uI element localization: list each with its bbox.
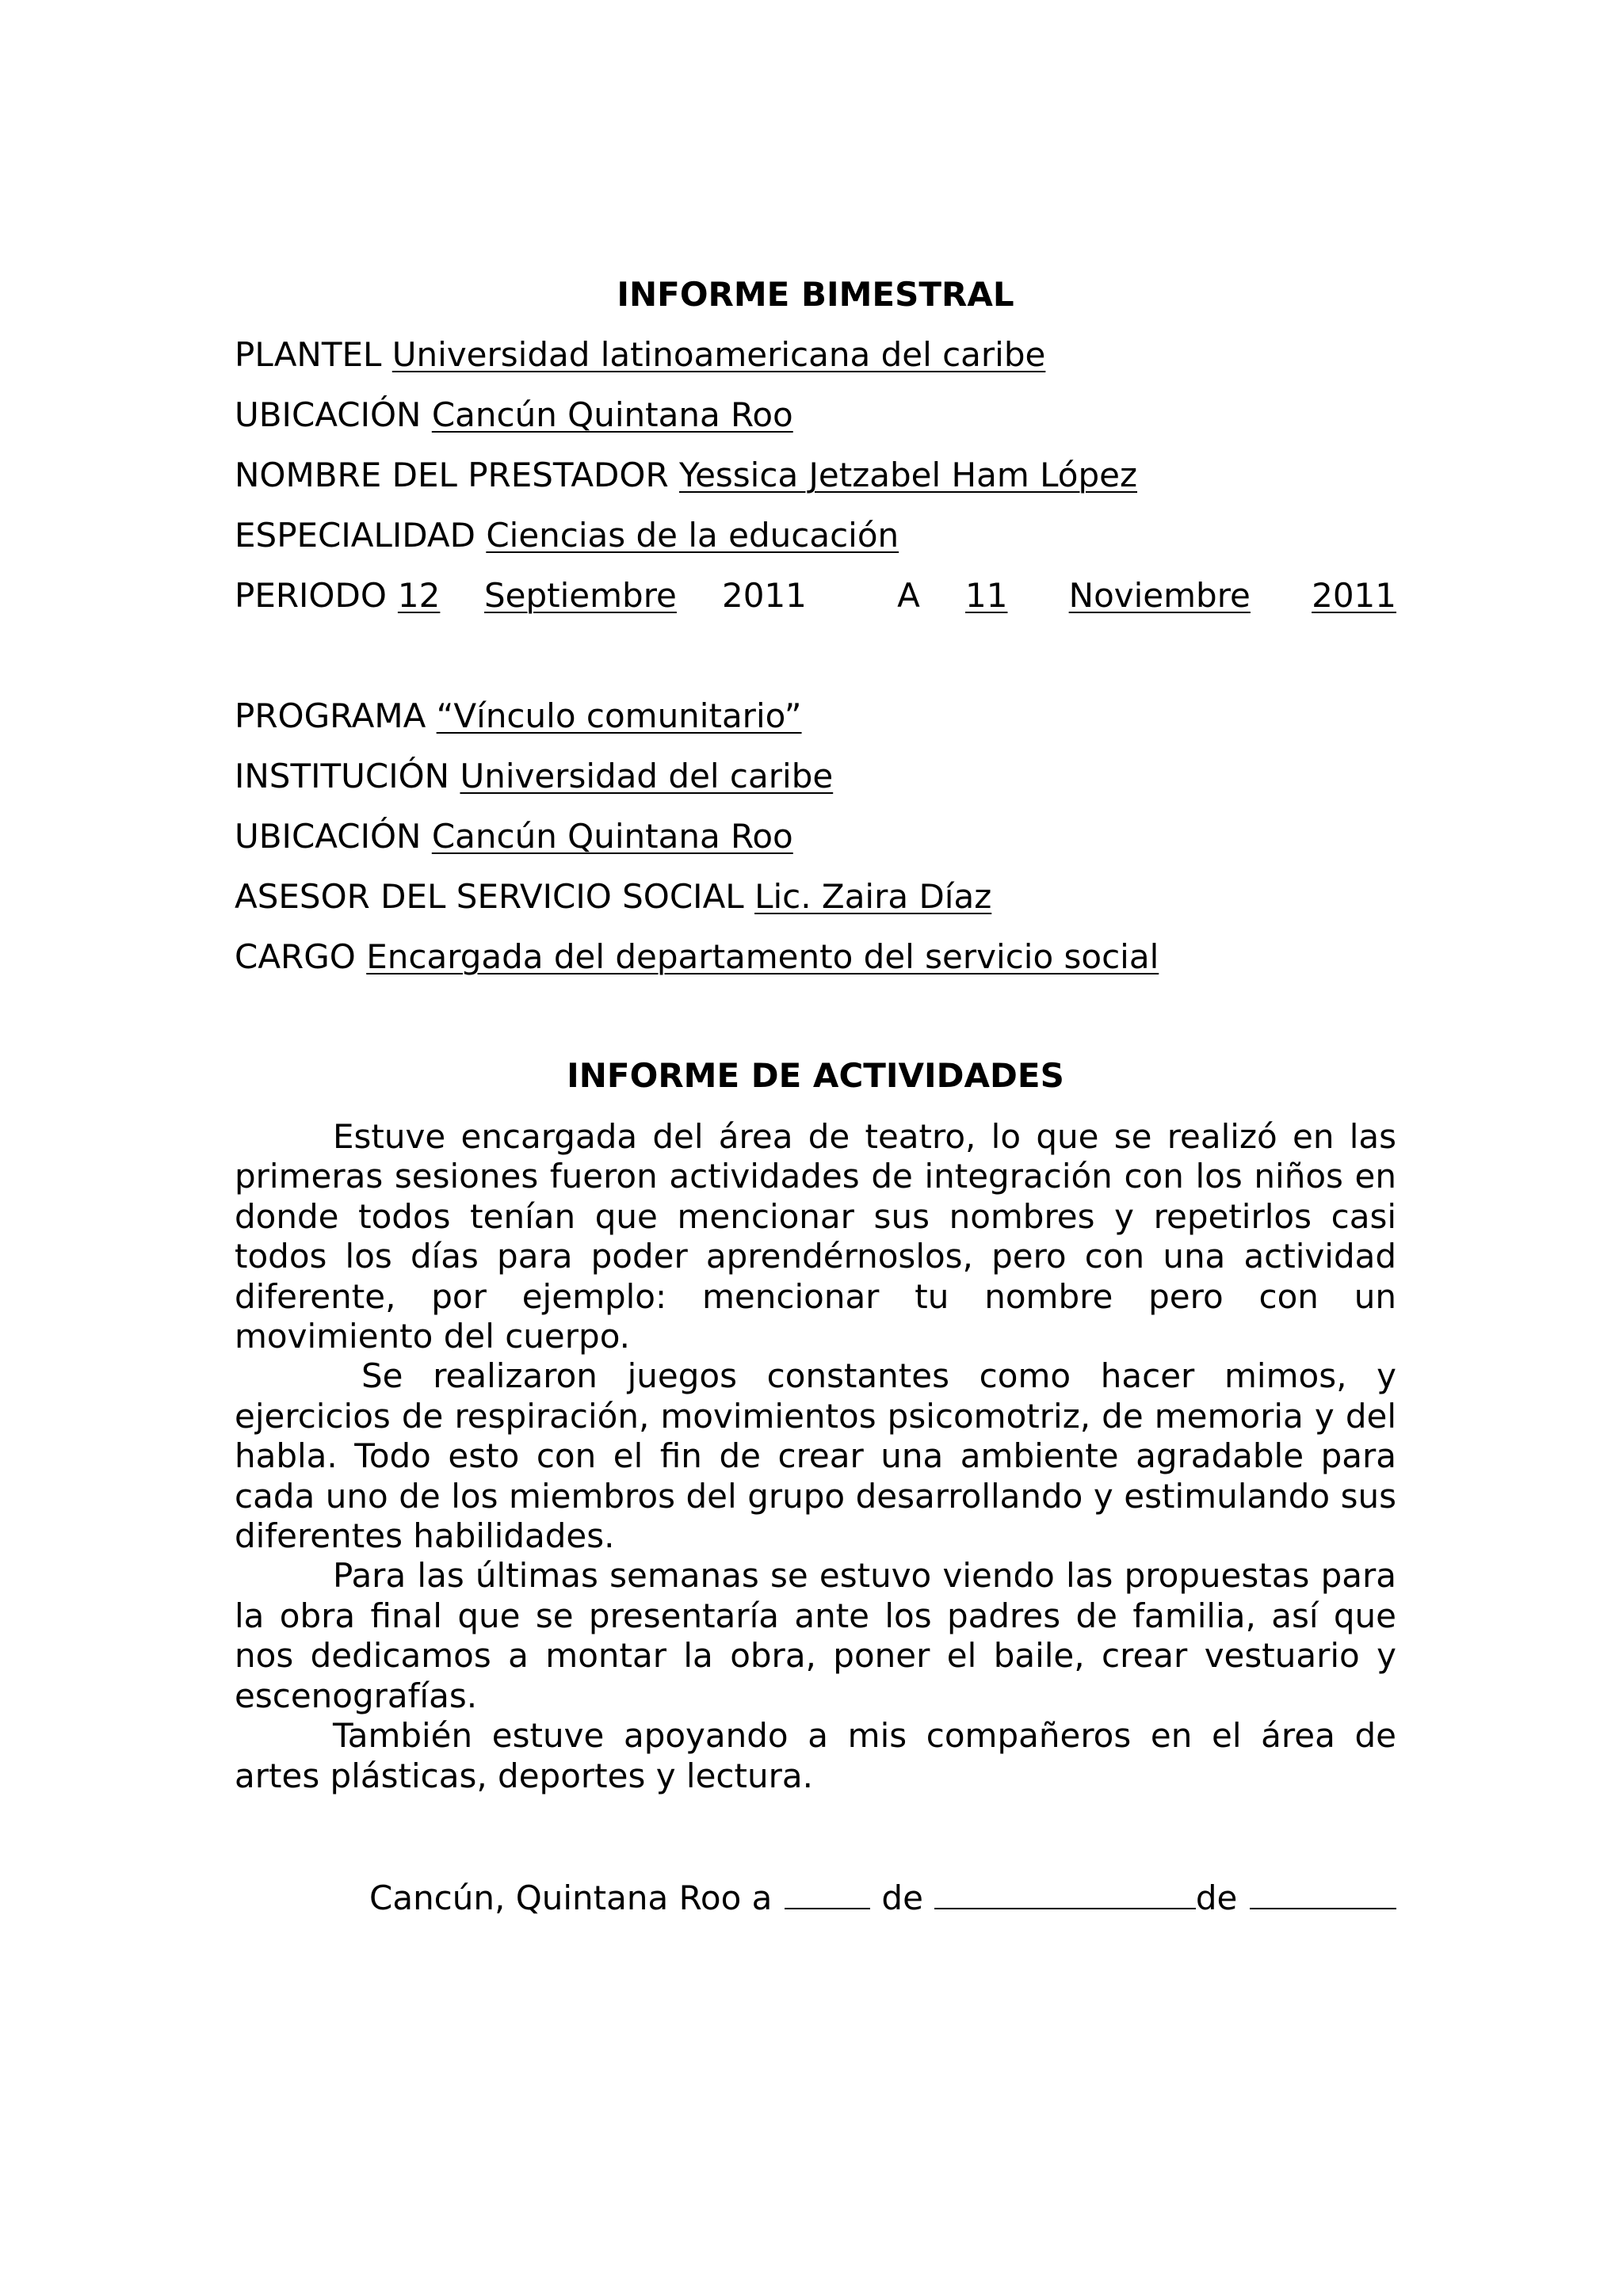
field-value: Ciencias de la educación bbox=[486, 516, 899, 555]
activities-paragraph: Estuve encargada del área de teatro, lo que se realizó en las primeras sesiones fueron actividades de integración con los niños en donde todos tenían que mencionar sus nombres y repetirlos casi todos los días para poder aprendérnoslos, pero con una actividad diferente, por ejemplo: mencionar tu nombre pero con un movimiento del cuerpo. bbox=[235, 1117, 1396, 1356]
field-ubicacion bbox=[235, 395, 793, 435]
activities-title: INFORME DE ACTIVIDADES bbox=[567, 1056, 1064, 1095]
field-programa bbox=[235, 696, 802, 736]
blank-year bbox=[1250, 1878, 1396, 1909]
periodo-start-day: 12 bbox=[397, 576, 441, 615]
periodo-end-year: 2011 bbox=[1312, 576, 1396, 615]
field-label: ESPECIALIDAD bbox=[235, 516, 475, 555]
activities-paragraph: Para las últimas semanas se estuvo viendo las propuestas para la obra final que se presentaría ante los padres de familia, así que nos dedicamos a montar la obra, poner el baile, crear vestuario y escenografías. bbox=[235, 1556, 1396, 1715]
signature-place: Cancún, Quintana Roo a bbox=[369, 1878, 773, 1917]
blank-month bbox=[934, 1878, 1196, 1909]
field-value: Lic. Zaira Díaz bbox=[754, 877, 992, 916]
periodo-end bbox=[965, 576, 1396, 616]
field-label: CARGO bbox=[235, 937, 356, 976]
field-label: UBICACIÓN bbox=[235, 817, 422, 856]
field-value: Encargada del departamento del servicio social bbox=[366, 937, 1159, 976]
signature-de: de bbox=[1195, 1878, 1238, 1917]
periodo-start bbox=[398, 576, 677, 616]
periodo-middle bbox=[677, 576, 965, 616]
periodo-end-month: Noviembre bbox=[1068, 576, 1251, 615]
field-label: PROGRAMA bbox=[235, 696, 426, 735]
field-especialidad bbox=[235, 516, 899, 555]
activities-paragraph: También estuve apoyando a mis compañeros en el área de artes plásticas, deportes y lectura. bbox=[235, 1716, 1396, 1795]
field-label: PERIODO bbox=[235, 576, 387, 615]
field-value: Yessica Jetzabel Ham López bbox=[679, 456, 1138, 494]
field-label: NOMBRE DEL PRESTADOR bbox=[235, 456, 669, 494]
activities-body bbox=[235, 1117, 1396, 1796]
periodo-start-year: 2011 bbox=[722, 576, 807, 615]
field-value: Universidad latinoamericana del caribe bbox=[391, 335, 1046, 374]
field-institucion bbox=[235, 757, 833, 796]
signature-line bbox=[369, 1878, 1396, 1918]
field-label: INSTITUCIÓN bbox=[235, 757, 450, 795]
field-value: Universidad del caribe bbox=[460, 757, 834, 795]
field-ubicacion bbox=[235, 817, 793, 856]
signature-de: de bbox=[881, 1878, 923, 1917]
field-cargo bbox=[235, 937, 1159, 977]
field-periodo bbox=[235, 576, 1396, 616]
field-asesor bbox=[235, 877, 991, 917]
field-label: PLANTEL bbox=[235, 335, 382, 374]
field-value: Cancún Quintana Roo bbox=[431, 395, 793, 434]
periodo-separator: A bbox=[897, 576, 920, 615]
field-plantel bbox=[235, 335, 1045, 375]
field-label: UBICACIÓN bbox=[235, 395, 422, 434]
field-label: ASESOR DEL SERVICIO SOCIAL bbox=[235, 877, 744, 916]
periodo-start-month: Septiembre bbox=[484, 576, 677, 615]
activities-paragraph: Se realizaron juegos constantes como hacer mimos, y ejercicios de respiración, movimientos psicomotriz, de memoria y del habla. Todo esto con el fin de crear una ambiente agradable para cada uno de los miembros del grupo desarrollando y estimulando sus diferentes habilidades. bbox=[235, 1356, 1396, 1556]
field-prestador bbox=[235, 456, 1137, 495]
blank-day bbox=[785, 1878, 870, 1909]
document-title: INFORME BIMESTRAL bbox=[617, 275, 1014, 314]
field-value: “Vínculo comunitario” bbox=[436, 696, 802, 735]
periodo-end-day: 11 bbox=[965, 576, 1008, 615]
field-value: Cancún Quintana Roo bbox=[431, 817, 793, 856]
